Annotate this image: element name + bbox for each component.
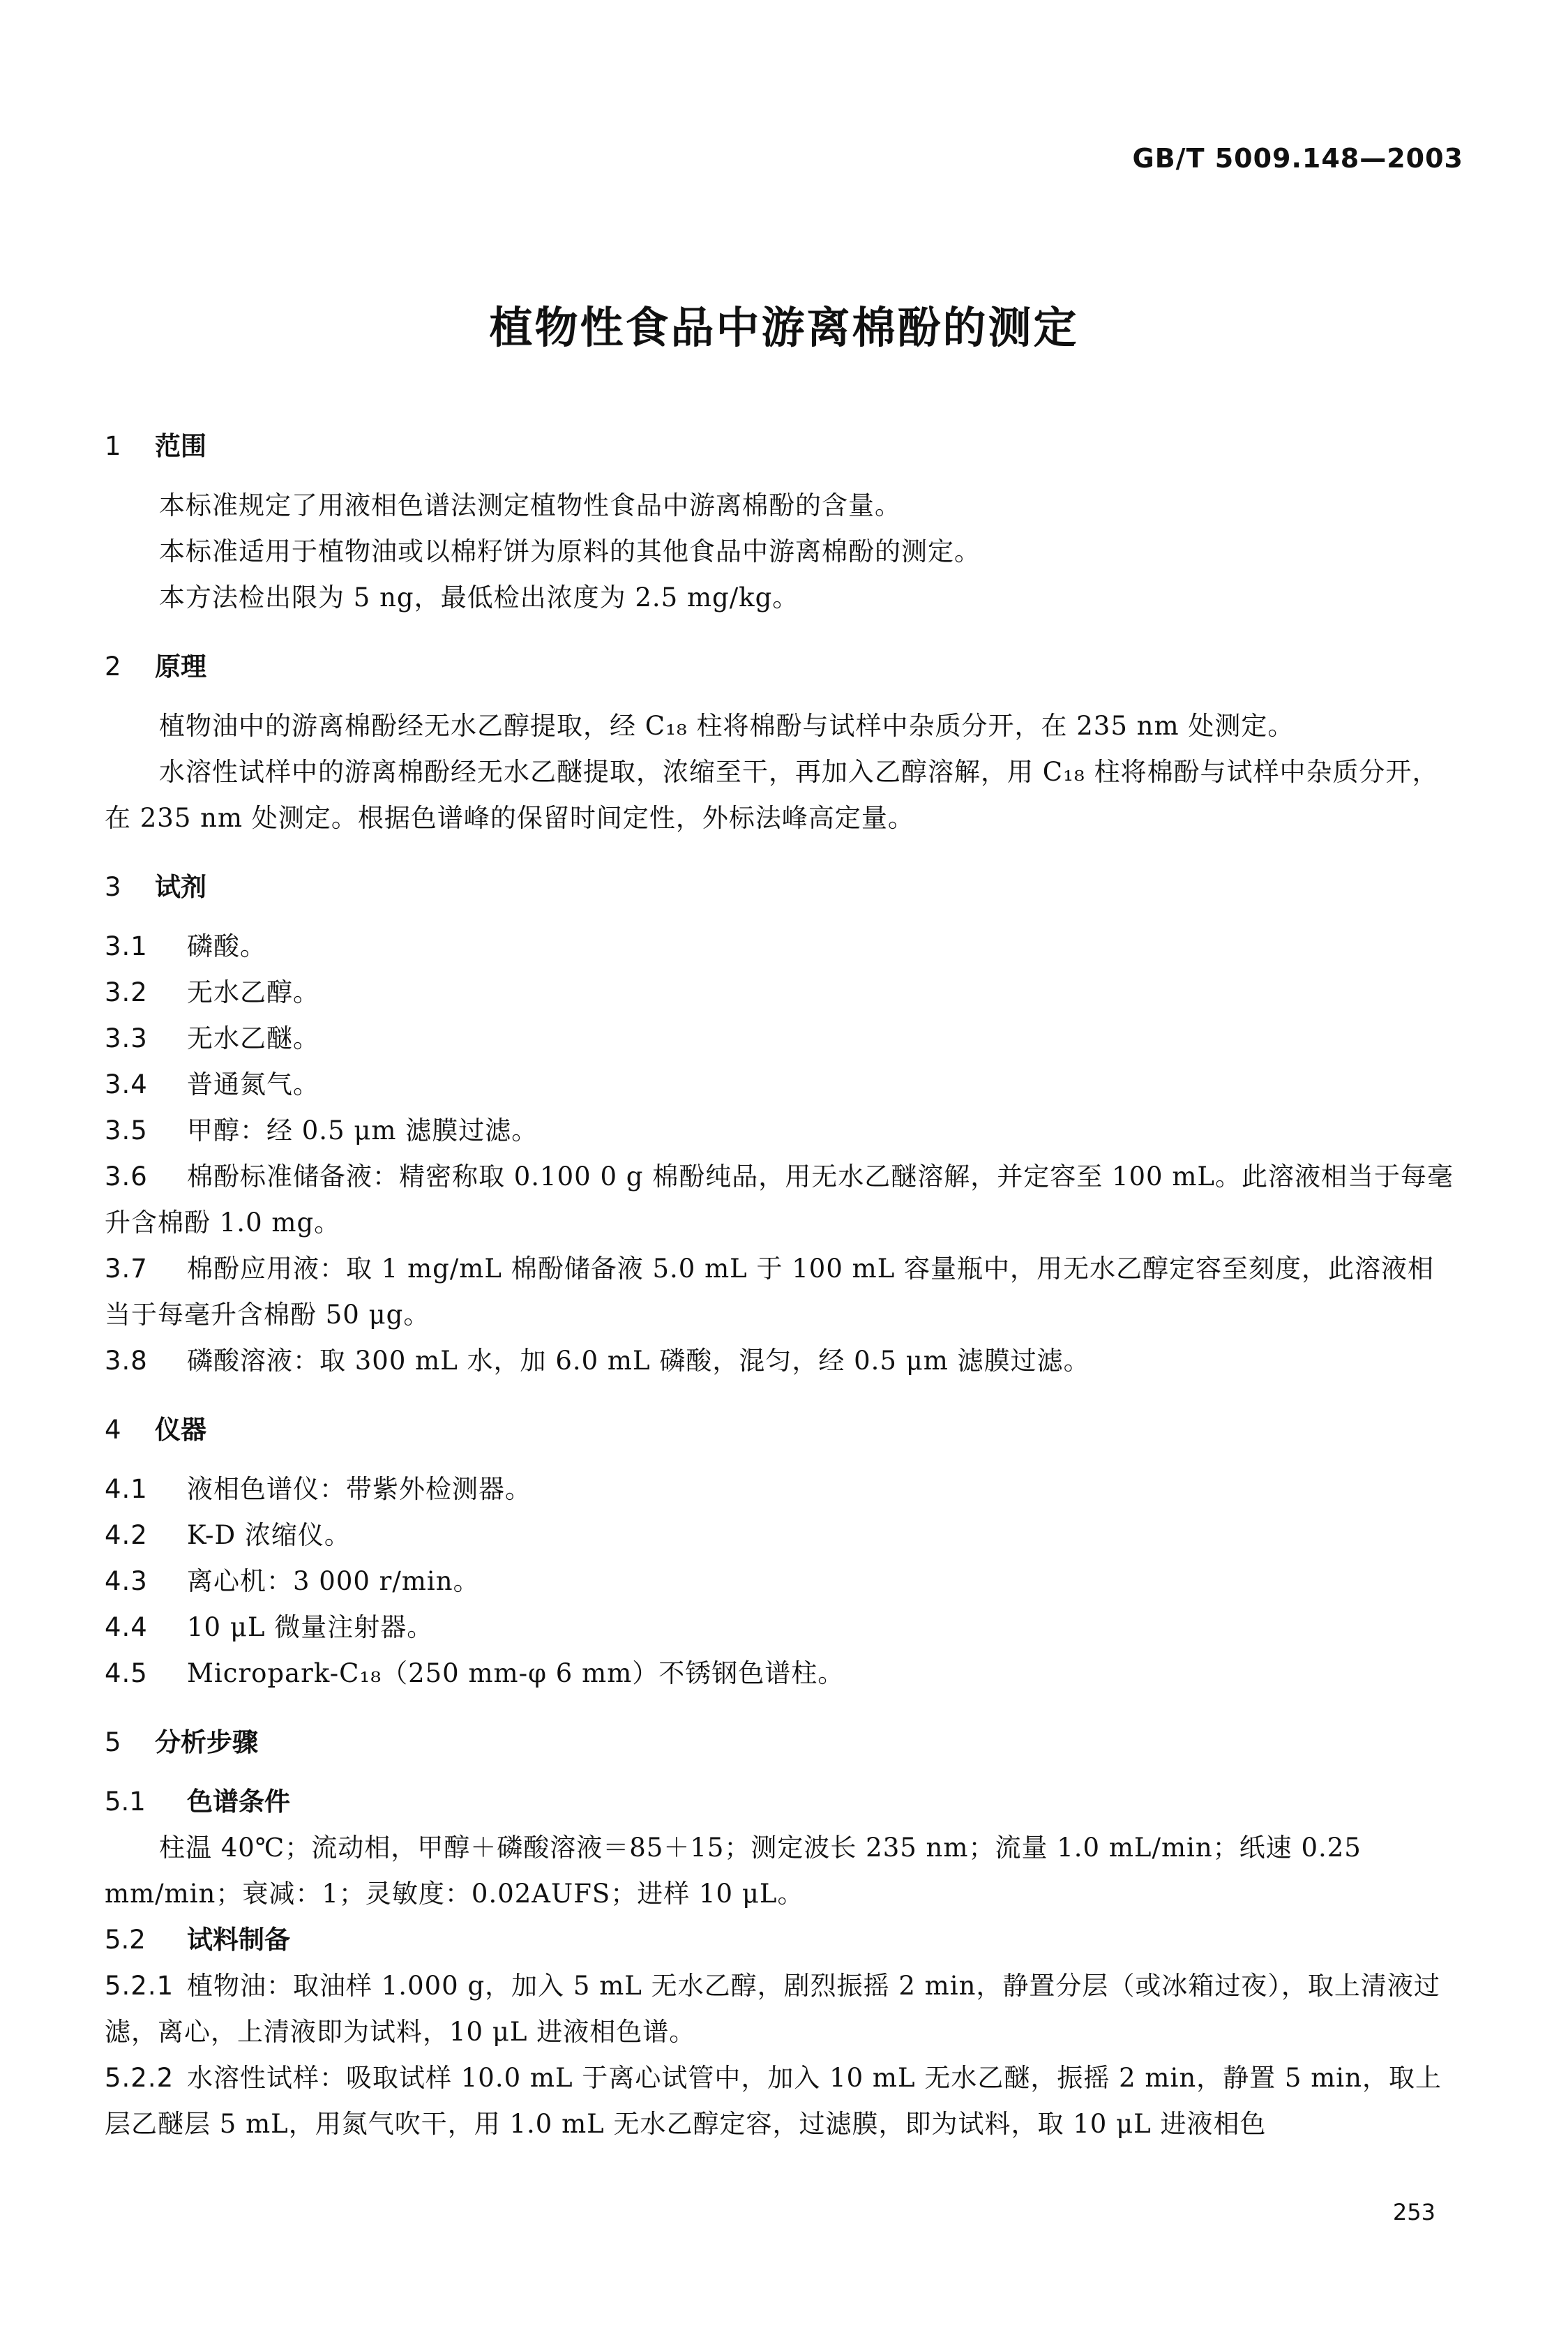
item-text: 普通氮气。: [187, 1069, 319, 1099]
item-text: 棉酚标准储备液：精密称取 0.100 0 g 棉酚纯品，用无水乙醚溶解，并定容至 100 mL。此溶液相当于每毫升含棉酚 1.0 mg。: [105, 1162, 1454, 1238]
item-text: 水溶性试样：吸取试样 10.0 mL 于离心试管中，加入 10 mL 无水乙醚，振摇 2 min，静置 5 min，取上层乙醚层 5 mL，用氮气吹干，用 1.0 mL 无水乙醇定容，过滤膜，即为试料，取 10 μL 进液相色: [105, 2063, 1442, 2139]
section-heading-scope: [105, 426, 1458, 467]
item-number: 5.2.1: [105, 1971, 174, 2001]
section-heading-reagents: [105, 866, 1458, 908]
item-text: 植物油：取油样 1.000 g，加入 5 mL 无水乙醇，剧烈振摇 2 min，静置分层（或冰箱过夜），取上清液过滤，离心，上清液即为试料，10 μL 进液相色谱。: [105, 1971, 1440, 2047]
list-item: [105, 1016, 1458, 1062]
item-number: 3.2: [105, 977, 148, 1007]
item-number: 3.3: [105, 1023, 148, 1053]
section-title: 试剂: [155, 872, 206, 902]
section-number: 3: [105, 872, 121, 902]
item-text: 棉酚应用液：取 1 mg/mL 棉酚储备液 5.0 mL 于 100 mL 容量瓶中，用无水乙醇定容至刻度，此溶液相当于每毫升含棉酚 50 μg。: [105, 1254, 1435, 1330]
item-number: 4.1: [105, 1474, 148, 1504]
item-text: 磷酸。: [187, 931, 266, 961]
item-text: 10 μL 微量注射器。: [187, 1612, 434, 1642]
standard-code: GB/T 5009.148—2003: [1132, 143, 1463, 174]
item-number: 4.2: [105, 1520, 148, 1550]
list-item: [105, 1062, 1458, 1108]
item-number: 4.4: [105, 1612, 148, 1642]
item-text: 磷酸溶液：取 300 mL 水，加 6.0 mL 磷酸，混匀，经 0.5 μm 滤膜过滤。: [187, 1346, 1090, 1376]
item-number: 3.7: [105, 1254, 148, 1284]
list-item: [105, 1605, 1458, 1651]
section-number: 1: [105, 431, 121, 461]
list-item: [105, 1558, 1458, 1605]
section-number: 2: [105, 652, 121, 682]
subsection-title: 色谱条件: [187, 1787, 290, 1817]
section-title: 原理: [155, 652, 206, 682]
list-item: [105, 924, 1458, 970]
subsection-heading: [105, 1917, 1458, 1963]
item-number: 4.5: [105, 1658, 148, 1688]
page-number: 253: [1392, 2199, 1435, 2225]
list-item: [105, 1512, 1458, 1558]
item-text: 无水乙醇。: [187, 977, 319, 1007]
subsection-heading: [105, 1779, 1458, 1825]
subsection-title: 试料制备: [187, 1925, 290, 1955]
item-text: K-D 浓缩仪。: [187, 1520, 351, 1550]
item-number: 3.4: [105, 1069, 148, 1099]
paragraph: 本标准适用于植物油或以棉籽饼为原料的其他食品中游离棉酚的测定。: [159, 536, 981, 566]
item-text: 无水乙醚。: [187, 1023, 319, 1053]
section-number: 4: [105, 1415, 121, 1445]
section-heading-apparatus: [105, 1409, 1458, 1451]
paragraph: 柱温 40℃；流动相，甲醇＋磷酸溶液＝85＋15；测定波长 235 nm；流量 1.0 mL/min；纸速 0.25 mm/min；衰减：1；灵敏度：0.02AUFS；进样 10 μL。: [105, 1833, 1362, 1909]
list-item: [105, 1963, 1458, 2055]
item-number: 3.6: [105, 1162, 148, 1192]
list-item: [105, 2055, 1458, 2147]
list-item: [105, 1651, 1458, 1697]
list-item: [105, 1246, 1458, 1338]
subsection-number: 5.2: [105, 1925, 146, 1955]
section-number: 5: [105, 1727, 121, 1757]
section-heading-procedure: [105, 1722, 1458, 1764]
section-title: 分析步骤: [155, 1727, 258, 1757]
section-title: 范围: [155, 431, 206, 461]
item-text: Micropark-C₁₈（250 mm-φ 6 mm）不锈钢色谱柱。: [187, 1658, 845, 1688]
item-number: 3.5: [105, 1115, 148, 1145]
subsection-number: 5.1: [105, 1787, 146, 1817]
section-title: 仪器: [155, 1415, 206, 1445]
paragraph: 水溶性试样中的游离棉酚经无水乙醚提取，浓缩至干，再加入乙醇溶解，用 C₁₈ 柱将棉酚与试样中杂质分开，在 235 nm 处测定。根据色谱峰的保留时间定性，外标法峰高定量。: [105, 757, 1439, 833]
list-item: [105, 970, 1458, 1016]
item-number: 3.1: [105, 931, 148, 961]
section-heading-principle: [105, 646, 1458, 688]
document-body: [105, 426, 1458, 2147]
list-item: [105, 1338, 1458, 1384]
item-text: 离心机：3 000 r/min。: [187, 1566, 480, 1596]
paragraph: 植物油中的游离棉酚经无水乙醇提取，经 C₁₈ 柱将棉酚与试样中杂质分开，在 235 nm 处测定。: [159, 711, 1295, 741]
item-text: 甲醇：经 0.5 μm 滤膜过滤。: [187, 1115, 538, 1145]
item-number: 4.3: [105, 1566, 148, 1596]
item-number: 5.2.2: [105, 2063, 174, 2093]
paragraph: 本方法检出限为 5 ng，最低检出浓度为 2.5 mg/kg。: [159, 583, 799, 613]
list-item: [105, 1466, 1458, 1512]
list-item: [105, 1154, 1458, 1246]
page-title: 植物性食品中游离棉酚的测定: [489, 302, 1079, 353]
item-text: 液相色谱仪：带紫外检测器。: [187, 1474, 532, 1504]
paragraph: 本标准规定了用液相色谱法测定植物性食品中游离棉酚的含量。: [159, 490, 901, 520]
item-number: 3.8: [105, 1346, 148, 1376]
list-item: [105, 1108, 1458, 1154]
